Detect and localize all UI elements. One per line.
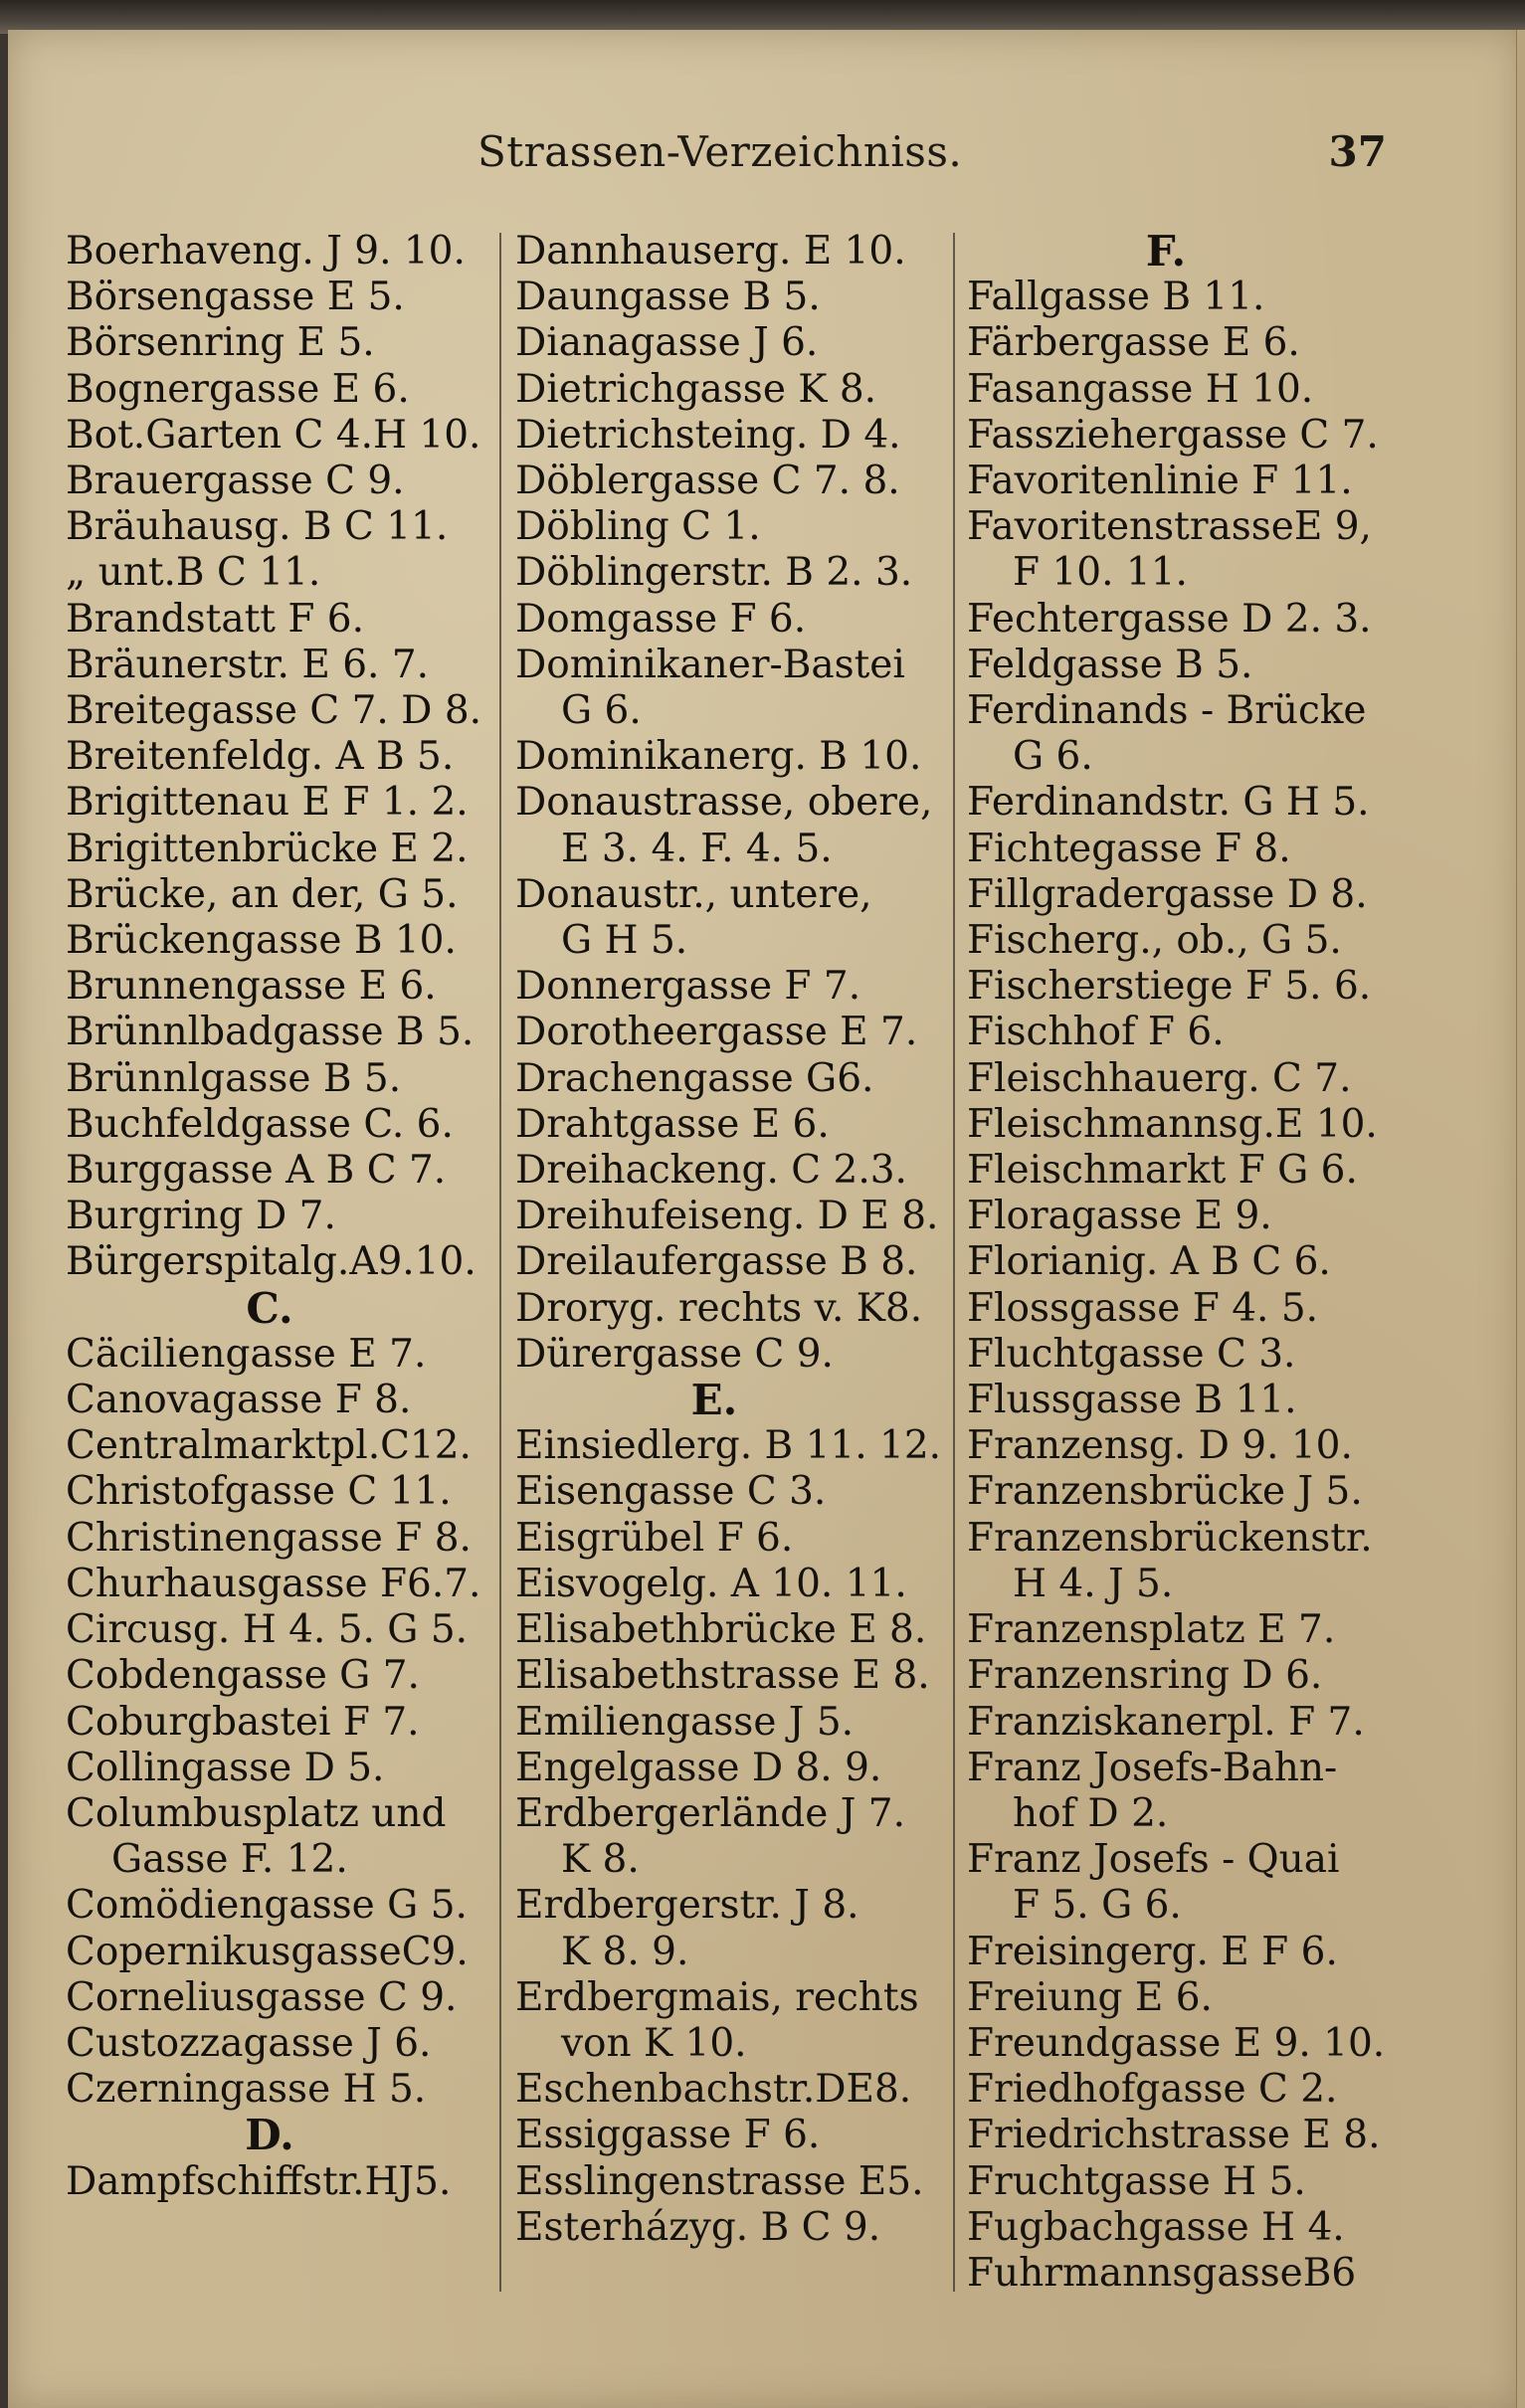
street-entry: Brünnlbadgasse B 5. [66, 1010, 475, 1055]
street-entry: Fleischmarkt F G 6. [967, 1148, 1358, 1194]
street-entry: Brücke, an der, G 5. [66, 871, 459, 917]
street-entry: Flossgasse F 4. 5. [967, 1285, 1319, 1331]
street-entry-continuation: von K 10. [561, 2020, 747, 2066]
street-entry: CopernikusgasseC9. [66, 1929, 469, 1974]
column-divider-1 [499, 233, 501, 2292]
street-entry: Friedhofgasse C 2. [967, 2067, 1338, 2113]
street-entry: Dreihackeng. C 2.3. [515, 1148, 907, 1194]
street-entry: Burggasse A B C 7. [66, 1148, 447, 1194]
street-entry: Freisingerg. E F 6. [967, 1929, 1338, 1974]
street-entry: Droryg. rechts v. K8. [515, 1285, 923, 1331]
street-entry: Custozzagasse J 6. [66, 2020, 432, 2066]
street-entry: Franz Josefs - Quai [967, 1837, 1340, 1883]
street-entry-continuation: K 8. [561, 1837, 640, 1883]
street-entry: Burgring D 7. [66, 1194, 336, 1239]
street-entry: Brandstatt F 6. [66, 596, 364, 642]
street-entry: Dianagasse J 6. [515, 320, 819, 366]
street-entry: Churhausgasse F6.7. [66, 1561, 481, 1606]
street-entry-continuation: G H 5. [561, 918, 688, 964]
street-entry: Bräuhausg. B C 11. [66, 504, 449, 550]
street-entry: Fischerg., ob., G 5. [967, 918, 1342, 964]
street-entry: Bräunerstr. E 6. 7. [66, 642, 430, 687]
street-entry: Domgasse F 6. [515, 596, 807, 642]
street-entry: Franzensbrückenstr. [967, 1515, 1373, 1561]
street-entry: Elisabethbrücke E 8. [515, 1607, 927, 1653]
street-entry: Engelgasse D 8. 9. [515, 1745, 882, 1790]
street-entry-continuation: H 4. J 5. [1013, 1561, 1174, 1606]
page-header [40, 127, 1403, 197]
street-entry: Erdbergmais, rechts [515, 1974, 919, 2020]
street-entry: Döblergasse C 7. 8. [515, 459, 900, 504]
street-entry: Döblingerstr. B 2. 3. [515, 550, 913, 596]
street-entry: Favoritenlinie F 11. [967, 459, 1353, 504]
street-entry: Elisabethstrasse E 8. [515, 1653, 930, 1699]
street-entry: Fechtergasse D 2. 3. [967, 596, 1372, 642]
street-entry: Fleischhauerg. C 7. [967, 1055, 1352, 1101]
column-divider-2 [953, 233, 955, 2292]
page-right-edge [1516, 30, 1525, 2408]
street-entry-continuation: F 10. 11. [1013, 550, 1188, 596]
street-entry: Friedrichstrasse E 8. [967, 2113, 1381, 2158]
section-heading: F. [1145, 227, 1187, 276]
street-entry: Christofgasse C 11. [66, 1469, 452, 1515]
street-entry: Döbling C 1. [515, 504, 761, 550]
street-entry: Franzensplatz E 7. [967, 1607, 1336, 1653]
street-entry: Coburgbastei F 7. [66, 1699, 420, 1745]
street-entry: Brückengasse B 10. [66, 918, 457, 964]
street-entry: „ unt.B C 11. [66, 550, 321, 596]
street-entry: Fischhof F 6. [967, 1010, 1225, 1055]
street-entry: Esterházyg. B C 9. [515, 2204, 881, 2250]
street-entry-continuation: K 8. 9. [561, 1929, 689, 1974]
street-entry: Cäciliengasse E 7. [66, 1331, 427, 1377]
street-entry: Collingasse D 5. [66, 1745, 385, 1790]
street-entry: Czerningasse H 5. [66, 2067, 427, 2113]
street-entry: FavoritenstrasseE 9, [967, 504, 1372, 550]
street-entry-continuation: G 6. [1013, 734, 1093, 780]
street-entry: Eisvogelg. A 10. 11. [515, 1561, 907, 1606]
street-entry: Drahtgasse E 6. [515, 1101, 830, 1147]
street-entry: Donnergasse F 7. [515, 964, 861, 1010]
street-entry: Buchfeldgasse C. 6. [66, 1101, 454, 1147]
street-entry: Brigittenau E F 1. 2. [66, 780, 469, 826]
street-entry: Cobdengasse G 7. [66, 1653, 420, 1699]
street-entry: Eschenbachstr.DE8. [515, 2067, 912, 2113]
street-entry: Franzensg. D 9. 10. [967, 1423, 1353, 1469]
street-entry: Fruchtgasse H 5. [967, 2158, 1306, 2204]
street-entry: Dreilaufergasse B 8. [515, 1239, 918, 1285]
running-title: Strassen-Verzeichniss. [477, 127, 963, 176]
street-entry: Franz Josefs-Bahn- [967, 1745, 1338, 1790]
street-entry: Bürgerspitalg.A9.10. [66, 1239, 477, 1285]
page-number: 37 [1328, 127, 1387, 176]
street-entry: Freundgasse E 9. 10. [967, 2020, 1386, 2066]
street-entry: Circusg. H 4. 5. G 5. [66, 1607, 469, 1653]
street-entry: Eisengasse C 3. [515, 1469, 827, 1515]
street-entry: Fasangasse H 10. [967, 366, 1314, 412]
street-entry: Donaustr., untere, [515, 871, 872, 917]
page-top-edge [0, 0, 1525, 34]
section-heading: D. [245, 2111, 294, 2160]
street-entry: Daungasse B 5. [515, 275, 821, 320]
street-entry: Dietrichsteing. D 4. [515, 412, 901, 458]
street-entry: Ferdinands - Brücke [967, 688, 1367, 734]
column-3 [967, 229, 1385, 2297]
street-entry: Boerhaveng. J 9. 10. [66, 229, 466, 274]
street-entry: Feldgasse B 5. [967, 642, 1253, 687]
section-heading: C. [246, 1283, 293, 1333]
street-entry: Fugbachgasse H 4. [967, 2204, 1345, 2250]
street-entry: Brigittenbrücke E 2. [66, 826, 469, 871]
street-entry: Corneliusgasse C 9. [66, 1974, 458, 2020]
street-entry: Freiung E 6. [967, 1974, 1213, 2020]
street-entry: Fichtegasse F 8. [967, 826, 1291, 871]
street-entry: Franziskanerpl. F 7. [967, 1699, 1365, 1745]
section-heading: E. [690, 1376, 738, 1425]
street-entry: Dreihufeiseng. D E 8. [515, 1194, 939, 1239]
street-entry: Floragasse E 9. [967, 1194, 1272, 1239]
street-entry: Franzensbrücke J 5. [967, 1469, 1363, 1515]
street-entry: Comödiengasse G 5. [66, 1883, 468, 1929]
street-entry: Fluchtgasse C 3. [967, 1331, 1296, 1377]
column-2 [515, 229, 942, 2251]
street-entry: Breitenfeldg. A B 5. [66, 734, 455, 780]
street-entry: Breitegasse C 7. D 8. [66, 688, 482, 734]
street-entry-continuation: F 5. G 6. [1013, 1883, 1182, 1929]
street-entry: Eisgrübel F 6. [515, 1515, 794, 1561]
street-entry: Erdbergerstr. J 8. [515, 1883, 859, 1929]
street-entry: Fischerstiege F 5. 6. [967, 964, 1372, 1010]
street-entry: Brünnlgasse B 5. [66, 1055, 402, 1101]
street-entry-continuation: G 6. [561, 688, 642, 734]
street-entry: Brauergasse C 9. [66, 459, 405, 504]
street-entry: Börsenring E 5. [66, 320, 375, 366]
street-entry: Drachengasse G6. [515, 1055, 874, 1101]
street-entry: Dominikaner-Bastei [515, 642, 905, 687]
street-entry: Bognergasse E 6. [66, 366, 410, 412]
street-entry: Einsiedlerg. B 11. 12. [515, 1423, 942, 1469]
street-entry: Essiggasse F 6. [515, 2113, 821, 2158]
street-entry: Brunnengasse E 6. [66, 964, 437, 1010]
street-entry: Dietrichgasse K 8. [515, 366, 877, 412]
street-entry: Christinengasse F 8. [66, 1515, 472, 1561]
street-entry: Fleischmannsg.E 10. [967, 1101, 1378, 1147]
street-entry: FuhrmannsgasseB6 [967, 2250, 1357, 2296]
street-entry-continuation: Gasse F. 12. [111, 1837, 348, 1883]
street-entry: Erdbergerlände J 7. [515, 1790, 905, 1836]
street-entry: Börsengasse E 5. [66, 275, 405, 320]
street-entry: Dürergasse C 9. [515, 1331, 834, 1377]
street-entry: Franzensring D 6. [967, 1653, 1323, 1699]
street-entry: Columbusplatz und [66, 1790, 447, 1836]
street-entry: Florianig. A B C 6. [967, 1239, 1331, 1285]
street-entry: Fallgasse B 11. [967, 275, 1265, 320]
street-entry: Flussgasse B 11. [967, 1378, 1297, 1423]
street-entry: Esslingenstrasse E5. [515, 2158, 924, 2204]
street-entry: Dampfschiffstr.HJ5. [66, 2158, 452, 2204]
street-entry: Fassziehergasse C 7. [967, 412, 1379, 458]
column-1 [66, 229, 493, 2205]
street-entry: Dominikanerg. B 10. [515, 734, 922, 780]
street-entry: Donaustrasse, obere, [515, 780, 933, 826]
street-entry: Fillgradergasse D 8. [967, 871, 1368, 917]
street-entry: Färbergasse E 6. [967, 320, 1300, 366]
street-entry: Dorotheergasse E 7. [515, 1010, 918, 1055]
street-entry: Ferdinandstr. G H 5. [967, 780, 1370, 826]
street-entry: Bot.Garten C 4.H 10. [66, 412, 481, 458]
street-entry-continuation: E 3. 4. F. 4. 5. [561, 826, 833, 871]
street-entry: Dannhauserg. E 10. [515, 229, 906, 274]
street-entry-continuation: hof D 2. [1013, 1790, 1169, 1836]
street-entry: Canovagasse F 8. [66, 1378, 412, 1423]
street-entry: Centralmarktpl.C12. [66, 1423, 472, 1469]
street-entry: Emiliengasse J 5. [515, 1699, 855, 1745]
